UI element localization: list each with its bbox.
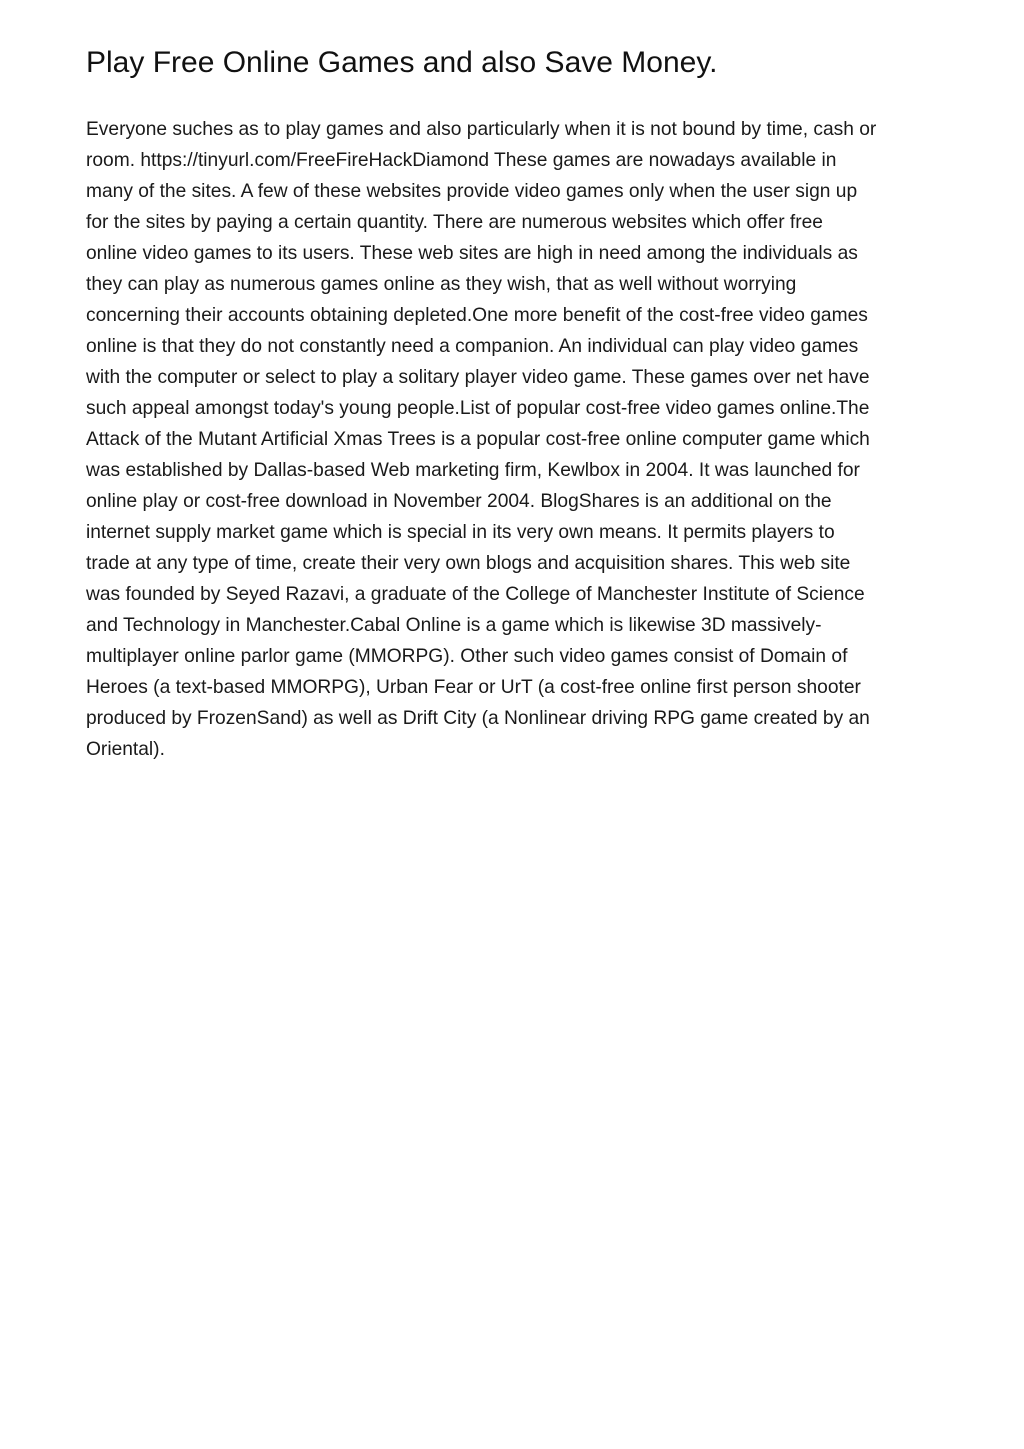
- body-line: Attack of the Mutant Artificial Xmas Trees is a popular cost-free online computer game which: [86, 429, 870, 450]
- body-line: Heroes (a text-based MMORPG), Urban Fear or UrT (a cost-free online first person shooter: [86, 677, 861, 698]
- body-line: trade at any type of time, create their very own blogs and acquisition shares. This web site: [86, 553, 851, 574]
- body-line: was established by Dallas-based Web marketing firm, Kewlbox in 2004. It was launched for: [86, 460, 860, 481]
- body-line: room. https://tinyurl.com/FreeFireHackDiamond These games are nowadays available in: [86, 150, 837, 171]
- body-line: many of the sites. A few of these websites provide video games only when the user sign up: [86, 181, 858, 202]
- body-line: they can play as numerous games online as they wish, that as well without worrying: [86, 274, 797, 295]
- body-line: was founded by Seyed Razavi, a graduate of the College of Manchester Institute of Science: [86, 584, 865, 605]
- body-line: online video games to its users. These web sites are high in need among the individuals as: [86, 243, 858, 264]
- body-line: for the sites by paying a certain quantity. There are numerous websites which offer free: [86, 212, 823, 233]
- document-body: [86, 114, 946, 765]
- body-line: Oriental).: [86, 739, 165, 760]
- body-line: such appeal amongst today's young people.List of popular cost-free video games online.The: [86, 398, 870, 419]
- body-line: with the computer or select to play a solitary player video game. These games over net have: [86, 367, 870, 388]
- body-line: online is that they do not constantly need a companion. An individual can play video games: [86, 336, 859, 357]
- body-line: Everyone suches as to play games and also particularly when it is not bound by time, cash or: [86, 119, 877, 140]
- body-line: concerning their accounts obtaining depleted.One more benefit of the cost-free video games: [86, 305, 868, 326]
- body-line: online play or cost-free download in November 2004. BlogShares is an additional on the: [86, 491, 832, 512]
- body-line: multiplayer online parlor game (MMORPG). Other such video games consist of Domain of: [86, 646, 848, 667]
- body-line: internet supply market game which is special in its very own means. It permits players to: [86, 522, 835, 543]
- body-line: produced by FrozenSand) as well as Drift City (a Nonlinear driving RPG game created by an: [86, 708, 870, 729]
- body-line: and Technology in Manchester.Cabal Online is a game which is likewise 3D massively-: [86, 615, 822, 636]
- document-title: Play Free Online Games and also Save Money.: [86, 46, 718, 79]
